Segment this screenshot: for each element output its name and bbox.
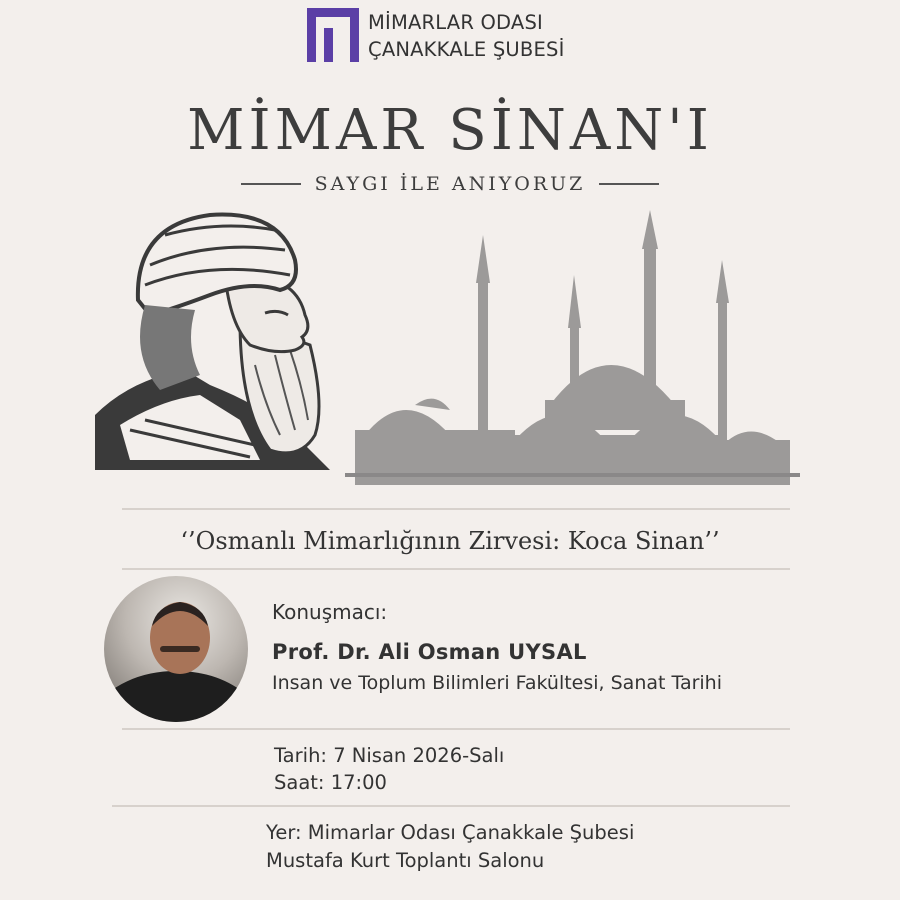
event-time: Saat: 17:00 [274, 771, 387, 794]
venue-line-1: Yer: Mimarlar Odası Çanakkale Şubesi [266, 821, 635, 844]
event-date: Tarih: 7 Nisan 2026-Salı [274, 744, 505, 767]
speaker-label: Konuşmacı: [272, 600, 388, 624]
speaker-photo [104, 576, 248, 722]
sinan-portrait-icon [95, 215, 330, 470]
organizer-line-1: MİMARLAR ODASI [368, 11, 543, 34]
illustration [90, 205, 810, 505]
divider-schedule [112, 805, 790, 807]
mosque-silhouette-icon [345, 210, 800, 485]
talk-title: ‘’Osmanlı Mimarlığının Zirvesi: Koca Sinan’’ [180, 527, 720, 555]
subtitle-row [200, 170, 700, 198]
event-subtitle: SAYGI İLE ANIYORUZ [314, 173, 586, 195]
organizer-name [368, 9, 565, 63]
divider-speaker [122, 728, 790, 730]
subtitle-left-rule [241, 183, 301, 185]
mimarlar-odasi-logo-icon [307, 8, 359, 62]
event-title: MİMAR SİNAN'I [187, 98, 713, 163]
speaker-affiliation: Insan ve Toplum Bilimleri Fakültesi, Sanat Tarihi [272, 672, 723, 694]
speaker-name: Prof. Dr. Ali Osman UYSAL [272, 640, 587, 664]
subtitle-right-rule [599, 183, 659, 185]
venue-line-2: Mustafa Kurt Toplantı Salonu [266, 849, 545, 872]
divider-top [122, 508, 790, 510]
divider-quote [122, 568, 790, 570]
organizer-line-2: ÇANAKKALE ŞUBESİ [368, 38, 565, 61]
